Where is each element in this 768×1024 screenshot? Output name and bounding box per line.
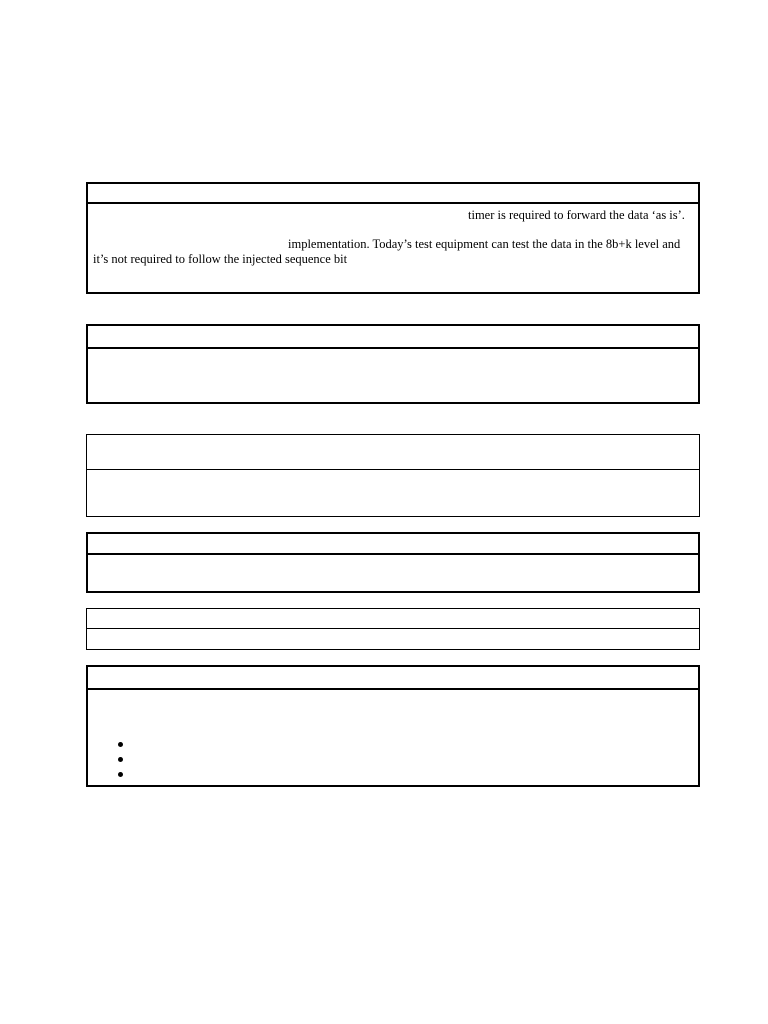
section-1-line-3: it’s not required to follow the injected sequence bit bbox=[93, 252, 348, 266]
section-4-header bbox=[88, 534, 698, 555]
section-3-header bbox=[87, 435, 699, 470]
section-2-header bbox=[88, 326, 698, 349]
section-box-2 bbox=[86, 324, 700, 404]
section-6-header bbox=[88, 667, 698, 690]
bullet-item bbox=[106, 752, 306, 767]
bullet-icon bbox=[118, 772, 123, 777]
section-box-5 bbox=[86, 608, 700, 650]
section-box-3 bbox=[86, 434, 700, 517]
section-box-1 bbox=[86, 182, 700, 294]
section-box-6 bbox=[86, 665, 700, 787]
bullet-icon bbox=[118, 742, 123, 747]
bullet-item bbox=[106, 767, 306, 782]
section-1-header bbox=[88, 184, 698, 204]
section-1-line-1: timer is required to forward the data ‘as is’. bbox=[468, 208, 685, 222]
section-box-4 bbox=[86, 532, 700, 593]
bullet-icon bbox=[118, 757, 123, 762]
section-1-line-2: implementation. Today’s test equipment can test the data in the 8b+k level and bbox=[288, 237, 681, 251]
bullet-item bbox=[106, 737, 306, 752]
bullet-list bbox=[106, 737, 306, 782]
section-5-header bbox=[87, 609, 699, 629]
